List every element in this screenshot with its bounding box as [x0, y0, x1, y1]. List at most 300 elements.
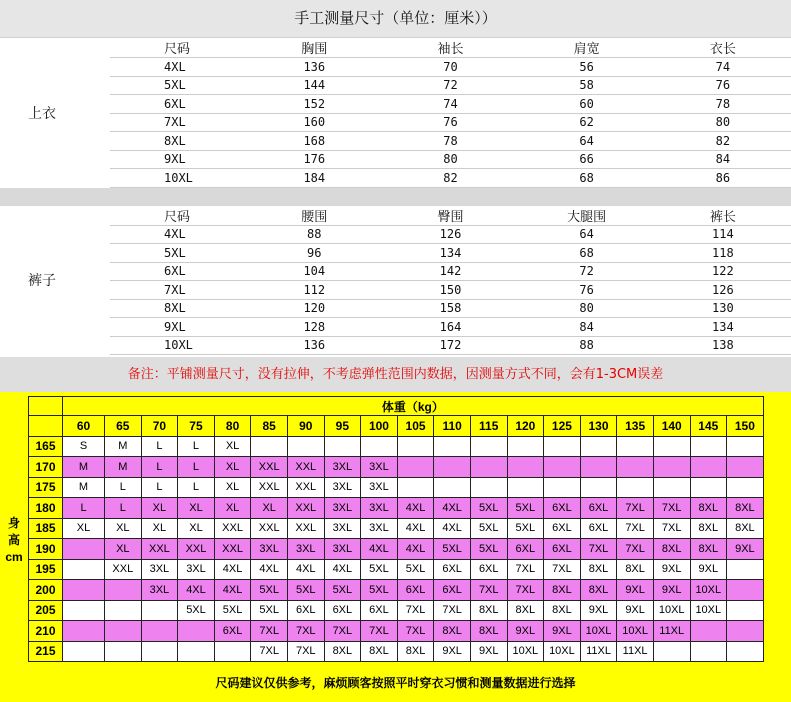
measure-cell: 70 — [382, 58, 518, 77]
size-cell: 4XL — [397, 539, 434, 560]
size-cell: 8XL — [507, 600, 544, 621]
size-cell: 7XL — [251, 621, 288, 642]
size-cell: M — [63, 457, 105, 478]
size-cell: 8XL — [580, 580, 617, 601]
size-cell: 3XL — [324, 457, 361, 478]
measure-cell: 6XL — [110, 262, 246, 281]
size-cell: 7XL — [544, 559, 581, 580]
size-cell: 10XL — [507, 641, 544, 662]
measure-cell: 82 — [655, 132, 791, 151]
size-cell: 6XL — [434, 580, 471, 601]
measure-cell: 84 — [655, 150, 791, 169]
measure-row — [110, 299, 791, 318]
size-cell — [580, 436, 617, 457]
size-row — [29, 539, 764, 560]
size-cell — [727, 436, 764, 457]
size-cell — [470, 457, 507, 478]
size-cell: 8XL — [361, 641, 398, 662]
measure-cell: 134 — [382, 244, 518, 263]
measure-cell: 9XL — [110, 150, 246, 169]
measure-cell: 72 — [382, 76, 518, 95]
measure-cell: 8XL — [110, 132, 246, 151]
size-cell: 7XL — [653, 498, 690, 519]
measure-cell: 76 — [655, 76, 791, 95]
measure-cell: 152 — [246, 95, 382, 114]
size-cell: 6XL — [580, 518, 617, 539]
size-cell: 7XL — [617, 539, 654, 560]
size-cell: L — [178, 477, 215, 498]
measure-cell: 144 — [246, 76, 382, 95]
measure-cell: 62 — [519, 113, 655, 132]
measure-header-cell: 尺码 — [110, 206, 246, 226]
size-cell: L — [178, 436, 215, 457]
height-axis-label — [0, 515, 28, 566]
size-cell: 5XL — [324, 580, 361, 601]
size-cell: 8XL — [470, 600, 507, 621]
size-cell: 3XL — [324, 539, 361, 560]
measure-cell: 118 — [655, 244, 791, 263]
size-cell — [727, 580, 764, 601]
measure-header-row — [110, 206, 791, 226]
measure-row — [110, 281, 791, 300]
size-cell: 4XL — [434, 518, 471, 539]
size-cell: 4XL — [361, 539, 398, 560]
size-cell — [727, 621, 764, 642]
height-axis-char: 高 — [7, 533, 20, 547]
height-axis-char: 身 — [7, 516, 20, 530]
size-cell: 9XL — [580, 600, 617, 621]
size-cell: XL — [214, 436, 251, 457]
size-cell: XL — [63, 518, 105, 539]
measure-cell: 68 — [519, 244, 655, 263]
size-cell: 4XL — [214, 559, 251, 580]
measure-cell: 60 — [519, 95, 655, 114]
measure-cell: 134 — [655, 318, 791, 337]
size-cell: 7XL — [580, 539, 617, 560]
size-cell: 7XL — [617, 518, 654, 539]
measure-cell: 142 — [382, 262, 518, 281]
size-cell: 4XL — [214, 580, 251, 601]
size-cell: XL — [141, 518, 178, 539]
size-cell: L — [141, 477, 178, 498]
size-cell: 6XL — [361, 600, 398, 621]
size-cell: 7XL — [653, 518, 690, 539]
size-cell: 8XL — [690, 498, 727, 519]
size-cell: 9XL — [434, 641, 471, 662]
measure-cell: 96 — [246, 244, 382, 263]
measure-cell: 130 — [655, 299, 791, 318]
measure-header-row — [110, 38, 791, 58]
size-cell — [690, 621, 727, 642]
size-cell: 5XL — [214, 600, 251, 621]
measure-row — [110, 262, 791, 281]
size-cell: 8XL — [324, 641, 361, 662]
size-cell — [690, 641, 727, 662]
size-cell: 8XL — [727, 498, 764, 519]
size-cell — [397, 477, 434, 498]
size-cell: XL — [105, 518, 142, 539]
size-cell: 3XL — [324, 498, 361, 519]
size-cell: 5XL — [287, 580, 324, 601]
weight-header-cell: 145 — [690, 416, 727, 437]
size-cell — [690, 477, 727, 498]
size-cell: 9XL — [507, 621, 544, 642]
measure-cell: 76 — [382, 113, 518, 132]
size-cell: 9XL — [617, 580, 654, 601]
size-cell: 4XL — [251, 559, 288, 580]
measure-header-cell: 臀围 — [382, 206, 518, 226]
size-cell: XXL — [214, 518, 251, 539]
size-cell: 7XL — [507, 559, 544, 580]
measure-row — [110, 225, 791, 244]
measure-cell: 66 — [519, 150, 655, 169]
size-cell — [507, 477, 544, 498]
size-cell: 9XL — [653, 559, 690, 580]
measure-cell: 10XL — [110, 336, 246, 355]
size-cell — [324, 436, 361, 457]
size-cell: 3XL — [287, 539, 324, 560]
size-cell: 8XL — [727, 518, 764, 539]
measurement-title: 手工测量尺寸（单位：厘米）） — [0, 0, 791, 38]
size-cell: 10XL — [617, 621, 654, 642]
measure-cell: 126 — [382, 225, 518, 244]
size-cell: 3XL — [251, 539, 288, 560]
measure-cell: 176 — [246, 150, 382, 169]
size-cell: 5XL — [251, 580, 288, 601]
size-cell: 7XL — [397, 621, 434, 642]
weight-title-row — [29, 397, 764, 416]
measure-cell: 184 — [246, 169, 382, 188]
size-cell: 3XL — [361, 457, 398, 478]
size-cell — [690, 436, 727, 457]
size-cell — [397, 436, 434, 457]
size-cell — [214, 641, 251, 662]
height-header-cell: 190 — [29, 539, 63, 560]
weight-header-cell: 70 — [141, 416, 178, 437]
size-cell: 6XL — [397, 580, 434, 601]
measure-cell: 172 — [382, 336, 518, 355]
measure-row — [110, 76, 791, 95]
measure-row — [110, 58, 791, 77]
size-cell: XL — [178, 498, 215, 519]
measure-cell: 8XL — [110, 299, 246, 318]
measure-header-cell: 衣长 — [655, 38, 791, 58]
size-cell: 7XL — [470, 580, 507, 601]
size-cell: 7XL — [287, 641, 324, 662]
size-cell — [63, 559, 105, 580]
size-cell: 9XL — [727, 539, 764, 560]
pants-label: 裤子 — [28, 273, 56, 290]
size-cell: 8XL — [653, 539, 690, 560]
size-cell: S — [63, 436, 105, 457]
size-cell: 6XL — [544, 518, 581, 539]
measure-header-cell: 胸围 — [246, 38, 382, 58]
size-cell: 5XL — [251, 600, 288, 621]
weight-header-cell: 85 — [251, 416, 288, 437]
size-row — [29, 641, 764, 662]
top-label: 上衣 — [28, 105, 56, 122]
size-cell — [727, 641, 764, 662]
size-cell: 3XL — [141, 580, 178, 601]
measure-cell: 58 — [519, 76, 655, 95]
measure-cell: 82 — [382, 169, 518, 188]
size-cell — [507, 457, 544, 478]
size-cell — [727, 559, 764, 580]
size-cell — [727, 477, 764, 498]
weight-header-row — [29, 416, 764, 437]
measure-cell: 74 — [655, 58, 791, 77]
measure-cell: 64 — [519, 225, 655, 244]
size-cell — [105, 621, 142, 642]
size-cell: 5XL — [507, 498, 544, 519]
measure-cell: 76 — [519, 281, 655, 300]
size-cell: 5XL — [397, 559, 434, 580]
measure-cell: 7XL — [110, 113, 246, 132]
corner-cell — [29, 416, 63, 437]
size-cell: 7XL — [397, 600, 434, 621]
size-cell: 8XL — [690, 518, 727, 539]
size-cell — [470, 436, 507, 457]
height-axis-char: cm — [5, 550, 23, 564]
weight-header-cell: 120 — [507, 416, 544, 437]
size-cell: 7XL — [251, 641, 288, 662]
measure-cell: 150 — [382, 281, 518, 300]
size-chart-footer: 尺码建议仅供参考，麻烦顾客按照平时穿衣习惯和测量数据进行选择 — [215, 676, 576, 690]
size-cell — [470, 477, 507, 498]
weight-header-cell: 90 — [287, 416, 324, 437]
size-cell: XL — [105, 539, 142, 560]
size-cell — [105, 600, 142, 621]
measure-cell: 6XL — [110, 95, 246, 114]
size-cell — [105, 641, 142, 662]
size-row — [29, 457, 764, 478]
size-cell: 8XL — [617, 559, 654, 580]
measure-cell: 80 — [655, 113, 791, 132]
measure-header-cell: 大腿围 — [519, 206, 655, 226]
size-cell: 6XL — [287, 600, 324, 621]
size-cell: 8XL — [397, 641, 434, 662]
height-header-cell: 215 — [29, 641, 63, 662]
size-cell: XXL — [287, 477, 324, 498]
measure-cell: 80 — [519, 299, 655, 318]
size-cell — [287, 436, 324, 457]
measure-cell: 80 — [382, 150, 518, 169]
measure-cell: 68 — [519, 169, 655, 188]
section-separator — [0, 188, 791, 206]
size-cell — [544, 477, 581, 498]
size-cell: 6XL — [544, 539, 581, 560]
measure-header-cell: 袖长 — [382, 38, 518, 58]
size-cell: 9XL — [617, 600, 654, 621]
height-header-cell: 185 — [29, 518, 63, 539]
height-header-cell: 170 — [29, 457, 63, 478]
size-cell — [63, 580, 105, 601]
size-cell — [653, 641, 690, 662]
size-cell: L — [105, 477, 142, 498]
measure-row — [110, 318, 791, 337]
size-cell — [63, 600, 105, 621]
size-cell — [617, 436, 654, 457]
height-header-cell: 195 — [29, 559, 63, 580]
size-cell — [141, 641, 178, 662]
size-cell: 10XL — [690, 600, 727, 621]
size-cell: 6XL — [434, 559, 471, 580]
size-cell: 6XL — [507, 539, 544, 560]
size-row — [29, 559, 764, 580]
height-header-cell: 165 — [29, 436, 63, 457]
size-cell: 3XL — [141, 559, 178, 580]
measure-cell: 4XL — [110, 225, 246, 244]
measure-header-cell: 肩宽 — [519, 38, 655, 58]
size-cell: 3XL — [361, 518, 398, 539]
weight-header-cell: 150 — [727, 416, 764, 437]
size-cell — [580, 477, 617, 498]
size-cell: 6XL — [580, 498, 617, 519]
size-cell: 5XL — [507, 518, 544, 539]
size-cell — [727, 600, 764, 621]
measure-cell: 78 — [382, 132, 518, 151]
size-cell: 10XL — [544, 641, 581, 662]
measure-cell: 122 — [655, 262, 791, 281]
measure-cell: 64 — [519, 132, 655, 151]
size-cell: 3XL — [178, 559, 215, 580]
measure-cell: 136 — [246, 336, 382, 355]
size-row — [29, 477, 764, 498]
weight-header-cell: 100 — [361, 416, 398, 437]
size-cell: L — [105, 498, 142, 519]
size-cell: 3XL — [361, 498, 398, 519]
size-row — [29, 436, 764, 457]
size-cell — [105, 580, 142, 601]
size-cell: M — [105, 457, 142, 478]
measure-header-cell: 腰围 — [246, 206, 382, 226]
measure-cell: 86 — [655, 169, 791, 188]
measure-row — [110, 95, 791, 114]
size-cell: XXL — [251, 457, 288, 478]
measure-cell: 7XL — [110, 281, 246, 300]
measure-cell: 168 — [246, 132, 382, 151]
size-cell: 7XL — [287, 621, 324, 642]
size-cell — [141, 600, 178, 621]
size-cell: 5XL — [361, 559, 398, 580]
size-cell: XXL — [287, 457, 324, 478]
size-cell: L — [141, 457, 178, 478]
size-cell — [434, 457, 471, 478]
size-cell: 8XL — [434, 621, 471, 642]
top-measure-table — [110, 38, 791, 188]
size-cell: 5XL — [361, 580, 398, 601]
size-cell: M — [63, 477, 105, 498]
measure-cell: 74 — [382, 95, 518, 114]
size-cell — [653, 477, 690, 498]
size-cell: 8XL — [544, 580, 581, 601]
measure-header-cell: 尺码 — [110, 38, 246, 58]
measure-cell: 164 — [382, 318, 518, 337]
size-cell — [434, 477, 471, 498]
size-cell: 3XL — [324, 518, 361, 539]
weight-header-cell: 95 — [324, 416, 361, 437]
measure-cell: 114 — [655, 225, 791, 244]
size-cell: 5XL — [178, 600, 215, 621]
size-cell: 7XL — [324, 621, 361, 642]
pants-measure-table — [110, 206, 791, 356]
size-cell: XXL — [251, 518, 288, 539]
size-cell — [361, 436, 398, 457]
size-chart — [0, 392, 791, 702]
measure-cell: 56 — [519, 58, 655, 77]
size-cell — [653, 436, 690, 457]
size-cell: 5XL — [470, 518, 507, 539]
measure-cell: 10XL — [110, 169, 246, 188]
size-cell: 7XL — [434, 600, 471, 621]
size-cell: 7XL — [617, 498, 654, 519]
measure-cell: 88 — [519, 336, 655, 355]
size-cell — [690, 457, 727, 478]
size-cell: L — [178, 457, 215, 478]
size-cell — [727, 457, 764, 478]
measure-cell: 4XL — [110, 58, 246, 77]
size-cell: 3XL — [324, 477, 361, 498]
size-cell — [63, 621, 105, 642]
size-cell — [178, 641, 215, 662]
size-cell: 5XL — [470, 539, 507, 560]
size-cell: XXL — [141, 539, 178, 560]
size-cell: 5XL — [470, 498, 507, 519]
weight-header-cell: 115 — [470, 416, 507, 437]
size-cell: 10XL — [580, 621, 617, 642]
weight-header-cell: 75 — [178, 416, 215, 437]
size-cell: 6XL — [544, 498, 581, 519]
measure-cell: 72 — [519, 262, 655, 281]
size-row — [29, 600, 764, 621]
size-cell: XXL — [105, 559, 142, 580]
size-cell: 6XL — [324, 600, 361, 621]
measure-row — [110, 169, 791, 188]
weight-header-cell: 135 — [617, 416, 654, 437]
height-header-cell: 205 — [29, 600, 63, 621]
size-cell — [580, 457, 617, 478]
height-header-cell: 175 — [29, 477, 63, 498]
size-cell: 4XL — [178, 580, 215, 601]
measure-row — [110, 150, 791, 169]
size-cell: XL — [214, 477, 251, 498]
measure-cell: 158 — [382, 299, 518, 318]
pants-block — [0, 206, 791, 356]
weight-header-cell: 105 — [397, 416, 434, 437]
measure-cell: 5XL — [110, 244, 246, 263]
size-cell: 4XL — [397, 518, 434, 539]
size-cell: 3XL — [361, 477, 398, 498]
measure-cell: 88 — [246, 225, 382, 244]
size-grid — [28, 396, 764, 662]
size-cell — [544, 436, 581, 457]
size-cell: 8XL — [690, 539, 727, 560]
measure-cell: 128 — [246, 318, 382, 337]
weight-header-cell: 130 — [580, 416, 617, 437]
size-cell: 11XL — [653, 621, 690, 642]
measure-row — [110, 113, 791, 132]
size-cell: 10XL — [690, 580, 727, 601]
size-cell: XXL — [287, 518, 324, 539]
height-header-cell: 200 — [29, 580, 63, 601]
top-block — [0, 38, 791, 188]
size-row — [29, 580, 764, 601]
size-cell: L — [63, 498, 105, 519]
measure-cell: 120 — [246, 299, 382, 318]
size-cell — [397, 457, 434, 478]
weight-header-cell: 110 — [434, 416, 471, 437]
weight-axis-title: 体重（kg） — [63, 397, 764, 416]
